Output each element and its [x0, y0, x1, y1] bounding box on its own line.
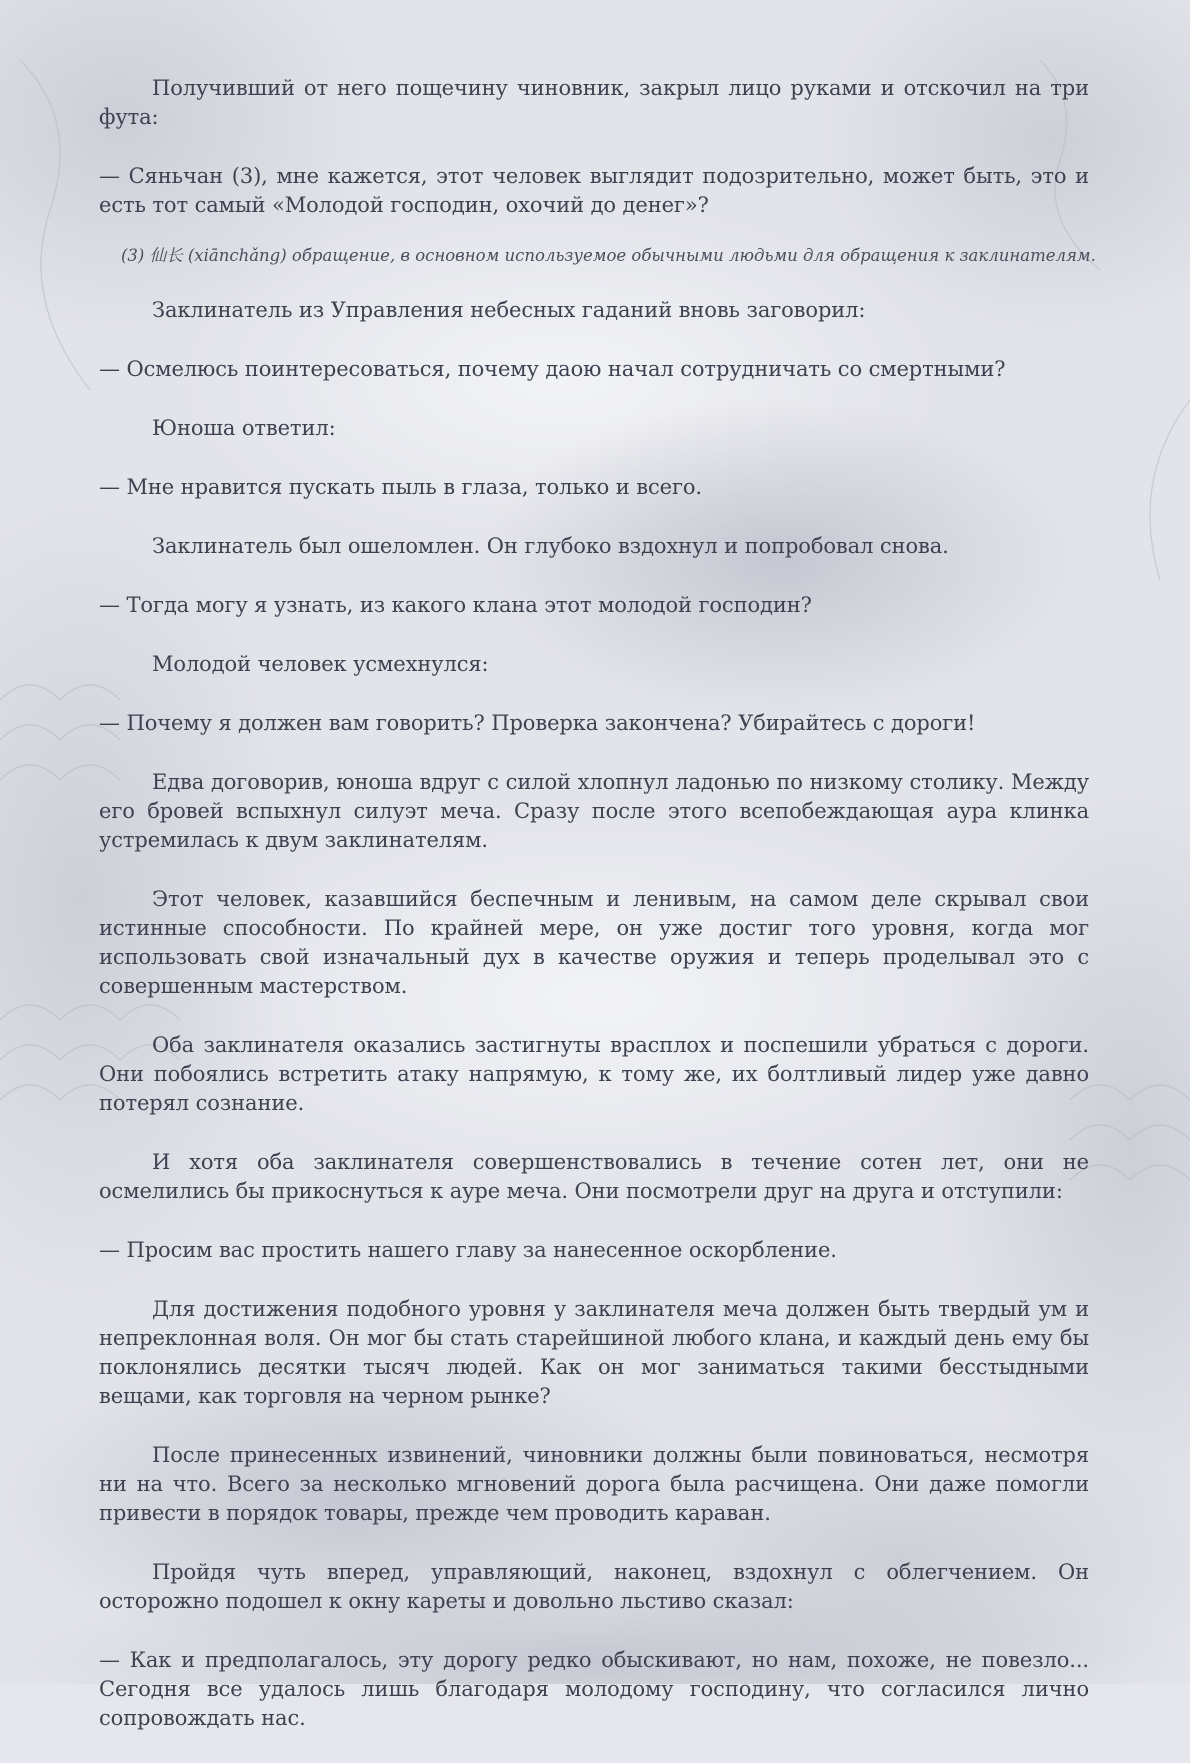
narrative-paragraph: И хотя оба заклинателя совершенствовались в течение сотен лет, они не осмелились бы прикоснуться к ауре меча. Они посмотрели друг на друга и отступили:	[99, 1150, 1089, 1203]
dialogue-line: — Просим вас простить нашего главу за нанесенное оскорбление.	[99, 1238, 837, 1262]
narrative-paragraph: После принесенных извинений, чиновники должны были повиноваться, несмотря ни на что. Всего за несколько мгновений дорога была расчищена. Они даже помогли привести в порядок товары, прежде чем проводить караван.	[99, 1443, 1089, 1525]
narrative-paragraph: Молодой человек усмехнулся:	[152, 652, 489, 676]
narrative-paragraph: Едва договорив, юноша вдруг с силой хлопнул ладонью по низкому столику. Между его бровей вспыхнул силуэт меча. Сразу после этого всепобеждающая аура клинка устремилась к двум заклинателям.	[99, 770, 1089, 852]
dialogue-line: — Мне нравится пускать пыль в глаза, только и всего.	[99, 475, 702, 499]
narrative-paragraph: Получивший от него пощечину чиновник, закрыл лицо руками и отскочил на три фута:	[99, 76, 1089, 129]
footnote: (3) 仙长 (xiānchǎng) обращение, в основном используемое обычными людьми для обращения к заклинателям.	[121, 246, 1096, 265]
document-page	[99, 74, 1096, 1763]
dialogue-line: — Осмелюсь поинтересоваться, почему даою начал сотрудничать со смертными?	[99, 357, 1006, 381]
dialogue-line: — Как и предполагалось, эту дорогу редко обыскивают, но нам, похоже, не повезло... Сегодня все удалось лишь благодаря молодому господину, что согласился лично сопровождать нас.	[99, 1648, 1089, 1730]
dialogue-line: — Тогда могу я узнать, из какого клана этот молодой господин?	[99, 593, 812, 617]
narrative-paragraph: Заклинатель из Управления небесных гаданий вновь заговорил:	[152, 298, 866, 322]
narrative-paragraph: Этот человек, казавшийся беспечным и ленивым, на самом деле скрывал свои истинные способности. По крайней мере, он уже достиг того уровня, когда мог использовать свой изначальный дух в качестве оружия и теперь проделывал это с совершенным мастерством.	[99, 887, 1089, 998]
narrative-paragraph: Юноша ответил:	[152, 416, 336, 440]
dialogue-line: — Сяньчан (3), мне кажется, этот человек выглядит подозрительно, может быть, это и есть тот самый «Молодой господин, охочий до денег»?	[99, 164, 1089, 217]
narrative-paragraph: Для достижения подобного уровня у заклинателя меча должен быть твердый ум и непреклонная воля. Он мог бы стать старейшиной любого клана, и каждый день ему бы поклонялись десятки тысяч людей. Как он мог заниматься такими бесстыдными вещами, как торговля на черном рынке?	[99, 1297, 1089, 1408]
narrative-paragraph: Пройдя чуть вперед, управляющий, наконец, вздохнул с облегчением. Он осторожно подошел к окну кареты и довольно льстиво сказал:	[99, 1560, 1089, 1613]
narrative-paragraph: Оба заклинателя оказались застигнуты врасплох и поспешили убраться с дороги. Они побоялись встретить атаку напрямую, к тому же, их болтливый лидер уже давно потерял сознание.	[99, 1033, 1089, 1115]
narrative-paragraph: Заклинатель был ошеломлен. Он глубоко вздохнул и попробовал снова.	[152, 534, 949, 558]
dialogue-line: — Почему я должен вам говорить? Проверка закончена? Убирайтесь с дороги!	[99, 711, 976, 735]
